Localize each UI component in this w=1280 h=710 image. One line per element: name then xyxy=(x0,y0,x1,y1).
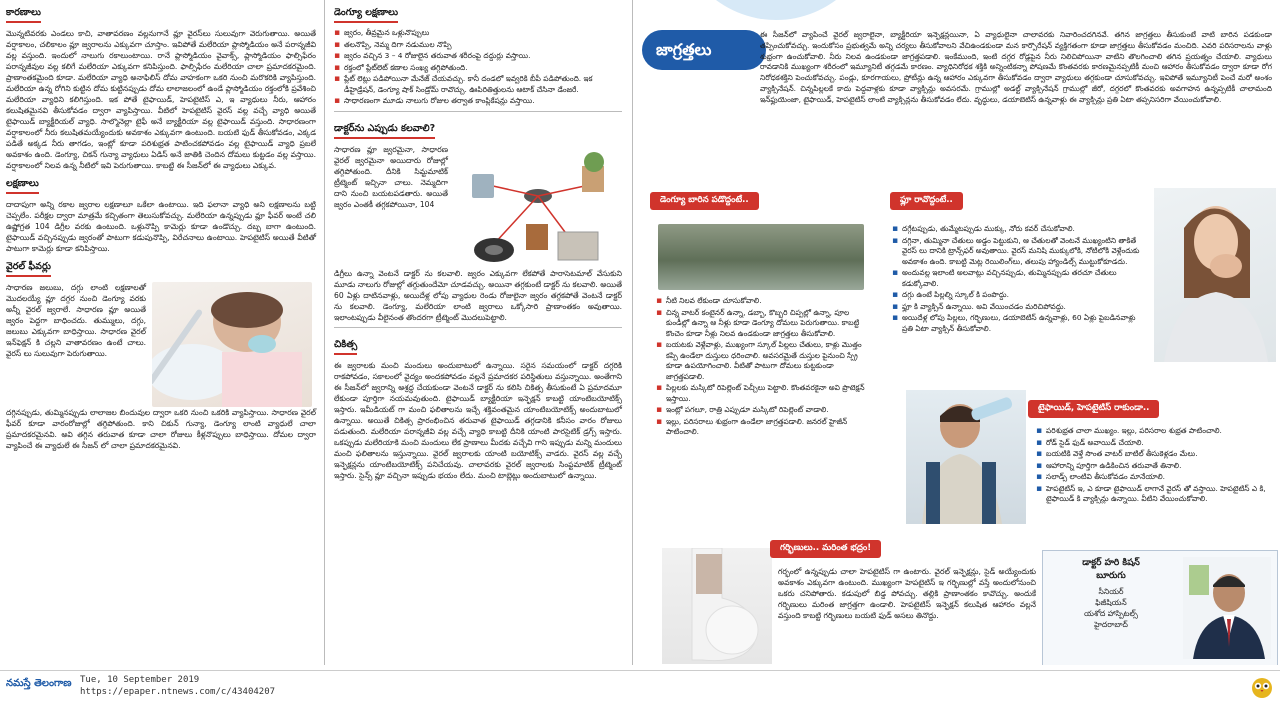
list-item: ▪ అందువల్ల ఇలాంటి అలవాట్లు వచ్చినప్పుడు, తుమ్మినప్పుడు తరచూ చేతులు కడుక్కోవాలి. xyxy=(892,268,1142,289)
heading-dengue-symptoms: డెంగ్యూ లక్షణాలు xyxy=(334,7,398,23)
column-dengue-symptoms xyxy=(328,0,628,665)
doctor-designation1: సీనియర్ xyxy=(1098,587,1124,596)
doctor-name-line1: డాక్టర్ హరి కిషన్ xyxy=(1082,558,1140,568)
doctor-photo xyxy=(1183,557,1271,659)
doctor-hospital: యశోద హాస్పిటల్స్ xyxy=(1084,609,1138,618)
causes-text: మొన్నటివరకు ఎండలు కాచి, వాతావరణం వల్లనుగానే వ్లూ వైరస్‌లు సులువుగా వెరుగుతాయి. అయితే వర్షాకాలం, చలికాలం వ్లూ జ్వరాలను ఎక్కువగా చూస్తాం. ఇవిపోతే మలేరియా ప్లాస్మోడియం అనే పరాన్నజీవి వల్ల వస్తుంది. ఇందులో నాలుగు రకాలుంటాయి. రానే ప్లాస్మోడియం వైవాక్స్, ప్లాస్మోడియం ఫాల్సిఫేరం పరాన్నజీవుల వల్ల కలిగే మలేరియా ఎక్కువగా కనిపిస్తుంది. ఫాల్సిఫేరం మలేరియా చాలా ప్రమాదకరమైంది. ప్రాణాంతకమైంది కూడా. మలేరియా వ్యాధి అనాఫిలిస్ దోమ వాహకంగా ఒకరి నుంచి మరొకరికి వ్యాపిస్తుంది. మలేరియా ఉన్న రోగిని కుట్టిన దోమ కుట్టినప్పుడు దోమ లాలాజలంలో ఉండే ప్లాస్మోడియం రక్తంలోకి ప్రవేశించి మలేరియా వ్యాధిని కలిగిస్తుంది. ఇక పోతే టైఫాయిడ్, హెపటైటిస్ ఎ, ఇ వ్యాధులు నీరు, ఆహారం కలుషితమైనవి తీసుకోవడం ద్వారా వ్యాపిస్తాయి. వీటిలో హెపటైటిస్ వైరస్ వల్ల వచ్చే వ్యాధి అయితే టైఫాయిడ్ బ్యాక్టీరియల్ వ్యాధి. సాల్మొనెల్లా టైఫీ అనే బ్యాక్టీరియా వల్ల టైఫాయిడ్ వస్తుంది. సాధారణంగా వర్షాకాలంలో నీరు కలుషితమయ్యేందుకు అవకాశం ఎక్కువగా ఉంటుంది. బయటి ఫుడ్ తీసుకోవడం, ఎక్కడ పడితే అక్కడ నీరు తాగడం, ఇంట్లో కూడా పరిశుభ్రత పాటించకపోవడం వల్ల టైఫాయిడ్ వ్యాధి ప్రబలే అవకాశం ఉంది. డెంగ్యూ, చికన్ గున్యా వ్యాధులు ఏడిస్ అనే జాతికి చెందిన దోమలు కుట్టడం వల్ల వస్తాయి. వర్షాకాలంలో నిలవ ఉన్న నీటిలో ఇవి పెరుగుతాయి. కాబట్టి ఈ సీజన్‌లో ఈ వ్యాధులు ఎక్కువ. xyxy=(6,29,316,170)
viral-fever-block xyxy=(6,282,316,407)
list-item: ▪ నీటి నిలవ లేకుండా చూసుకోవాలి. xyxy=(656,296,874,307)
edition-date: Tue, 10 September 2019 xyxy=(80,675,200,685)
list-item: ▪ దగ్గేటప్పుడు, తుమ్మేటప్పుడు ముక్కు, నోరు కవర్ చేసుకోవాలి. xyxy=(892,224,1142,235)
stagnant-water-image xyxy=(658,224,864,290)
list-item: ▪ హెపటైటిస్ ఇ, ఎ కూడా టైఫాయిడ్ లాగానే వైరస్ తో వస్తాయి. హెపటైటిస్ ఎ కి, టైఫాయిడ్ కి వ్యాక్సిన్లు ఉన్నాయి. వీటిని వేయించుకోవాలి. xyxy=(1036,484,1280,505)
column-causes xyxy=(0,0,322,665)
list-item: ▪ రక్తంలో ప్లేట్‌లెట్ కణాల సంఖ్య తగ్గిపోతుంది. xyxy=(334,63,622,74)
heading-treatment: చికిత్స xyxy=(334,339,357,355)
newspaper-logo: నమస్తే తెలంగాణ xyxy=(6,678,72,689)
list-item: ▪ ఫ్లూ కి వ్యాక్సిన్ ఉన్నాయి. అవి వేయించడం మరిచిపోవద్దు. xyxy=(892,302,1142,313)
list-item: ▪ ఆహారాన్ని పూర్తిగా ఉడికించిన తరువాతే తినాలి. xyxy=(1036,461,1280,472)
column-divider xyxy=(324,0,325,665)
doctor-block xyxy=(334,144,622,268)
doctor-city: హైదరాబాద్ xyxy=(1094,620,1128,629)
column-divider xyxy=(632,0,633,665)
footer-bar xyxy=(0,670,1280,710)
doctor-designation2: ఫిజీషియన్ xyxy=(1095,598,1127,607)
viral-fever-text-b: దగ్గినప్పుడు, తుమ్మినప్పుడు లాలాజల బిందువుల ద్వారా ఒకరి నుంచి ఒకరికి వ్యాపిస్తాయి. సాధారణ వైరల్ ఫీవర్ కూడా వారంరోజుల్లో తగ్గిపోతుంది. కాని చికున్ గున్యా, డెంగ్యూ లాంటి వ్యాధులే చాలా ప్రమాదకరమైనవి. అవి తగ్గిన తరువాత కూడా చాలా రోజులు కీళ్లనొప్పులు బాధిస్తాయి. దోమల ద్వారా వ్యాపించే ఈ వ్యాధులే ఈ సీజన్ లో చాలా ప్రమాదకరమైనవి. xyxy=(6,408,316,450)
list-item: ▪ ఇల్లు, పరిసరాలు శుభ్రంగా ఉండేలా జాగ్రత్తపడాలి. జనరల్ హైజీన్ పాటించాలి. xyxy=(656,417,874,438)
pregnant-woman-image xyxy=(662,548,772,664)
treatment-text: ఈ జ్వరాలకు మంచి మందులు అందుబాటులో ఉన్నాయి. సరైన సమయంలో డాక్టర్ దగ్గరికి రాకపోవడం, సకాలంలో వైద్యం అందకపోవడం వల్లనే ప్రమాదకర పరిస్థితులు వస్తున్నాయి. అంతేగాని ఈ సీజన్‌లో జ్వరాన్ని అశ్రద్ధ చేయకుండా వెంటనే డాక్టర్ ను కలిసి చికిత్స తీసుకుంటే ఏ ప్రమాదమూ లేకుండా పూర్తిగా నయమవుతుంది. టైఫాయిడ్ బ్యాక్టీరియా ఇన్ఫెక్షన్ కాబట్టి యాంటిబయోటిక్స్ ఇస్తారు. ఇమీడియట్ గా మంచి ఫలితాలను ఇచ్చే శక్తివంతమైన యాంటిబయోటిక్స్ అందుబాటులో ఉన్నాయి. అయితే చికిత్స ప్రారంభించిన తరువాత టైఫాయిడ్ తగ్గడానికి కనీసం వారం రోజులు పడుతుంది. మలేరియా పరాన్నజీవి వల్ల వచ్చే వ్యాధి కాబట్టి దీనికి యాంటి పారసైటిక్ డ్రగ్స్ ఇస్తారు. ఒకప్పుడు మలేరియాకి మంచి మందులు లేక ప్రాణాలు మీదకు వచ్చేవి గాని ఇప్పుడు మన్ని మందులు మంచి ఫలితాలను ఇస్తున్నాయి. వైరల్ జ్వరాలకు యాంటి బయోటిక్స్ వాడరు. వైరస్ వల్ల వచ్చే ఇన్ఫెక్షన్లను యాంటిబయోటిక్స్ పనిచేయవు. చాలావరకు వైరల్ జ్వరాలకు సింప్టమాటిక్ ట్రీట్మెంట్ ఇస్తారు. సైన్స్ వ్లూ వచ్చినా ఇప్పుడు భయం లేదు. మంచి టాబ్లెట్లు అందుబాటులో ఉన్నాయి. xyxy=(334,360,622,480)
list-item: ▪ తలనొప్పి, నెమ్మ దిగా నడుముల నొప్పి xyxy=(334,40,622,51)
list-item: ▪ పిల్లలకు మస్కిటో రిపెల్లెంట్ పెచ్చీలు పెట్టాలి. కొంతవరకైనా అవి ప్రొటెక్షన్ ఇస్తాయి. xyxy=(656,383,874,404)
list-item: ▪ సలాడ్స్ లాంటివి తీసుకోవడం మానేయాలి. xyxy=(1036,472,1280,483)
coughing-woman-image xyxy=(1154,188,1276,362)
list-item: ▪ అయిదేళ్ల లోపు పిల్లలు, గర్భిణులు, డయాబెటిస్ ఉన్నవాళ్లు, 60 ఏళ్లు పైబడినవాళ్లు ప్రతి ఏటా వ్యాక్సిన్ తీసుకోవాలి. xyxy=(892,313,1142,334)
list-item: ▪ ఇంట్లో పగలూ, రాత్రి ఎప్పుడూ మస్కిటో రిపెల్లెంట్ వాడాలి. xyxy=(656,405,874,416)
epaper-url[interactable]: https://epaper.ntnews.com/c/43404207 xyxy=(80,687,276,697)
list-item: ▪ ప్లేట్ లెట్లు పడిపోయినా మేనేజ్ చేయవచ్చు. కానీ దండలో ఇవ్వరికి బీపీ పడిపోతుంది. ఇక డీహైడ్రేషన్, డెంగ్యూ షాక్ సిండ్రోమ్ రావొచ్చు. ఊపిరితిత్తులను ఆటాక్ చేసినా డేంజరే. xyxy=(334,74,622,95)
list-item: ▪ పరిశుభ్రత చాలా ముఖ్యం. ఇల్లు, పరిసరాల శుభ్రత పాటించాలి. xyxy=(1036,426,1280,437)
precautions-text: ఈ సీజన్‌లో వ్యాపించే వైరల్ జ్వరాలైనా, బ్యాక్టీరియా ఇన్ఫెక్షన్లయినా, ఏ వ్యాధులైనా చాలావరకు నివారించదగినవే. తగిన జాగ్రత్తలు తీసుకుంటే వాటి బారిన పడకుండా తప్పించుకోవచ్చు. ఇందుకోసం ప్రభుత్వమే అన్ని చర్యలు తీసుకోవాలని వేచిఉండకుండా మన కార్పొరేషన్ వ్యక్తిగతంగా కూడా జాగ్రత్తలు తీసుకోవడం మంచిది. ఎవరి పరిసరాలను వాళ్లు శుభ్రంగా ఉంచుకోవాలి. నీరు నిలవ ఉండకుండా జాగ్రత్తపడాలి. ఇంకేముంది, ఇంటి దగ్గర రోడ్లపైన నీరు నిలిచిపోయినా వాటిని తొలగించాలి తగిన ప్రయత్నం చేయాలి. వ్యాధులు రావడానికి ముఖ్యంగా శరీరంలో ఇమ్యూనిటీ తగ్గడమే కారణం. వ్యాధినిరోధక శక్తికి అన్నింటికన్నా పోషణమే కొంతవరకు కారణమైనప్పటికీ మంచి ఆహారం తీసుకోవడం ద్వారా కూడా రోగ నిరోధకశక్తిని పెంచుకోవచ్చు. పండ్లు, కూరగాయలు, ప్రోటీన్లు ఉన్న ఆహారం ఎక్కువగా తీసుకోవడం ద్వారా వ్యాధులు తగ్గకుండా చూసుకోవచ్చు. ఇవిపోతే ఇమ్యూనిటీ పెంచే మరో అంశం వ్యాక్సినేషన్. చిన్నపిల్లలకే కాదు పెద్దవాళ్లకు కూడా వ్యాక్సిన్లు అవసరమే. గ్రాముల్లో అడల్ట్ వ్యాక్సినేషన్ గ్రాముల్లో జీరో, దగ్గరలో కొంతవరకు అవగాహన ఉన్నప్పటికీ చాలామంది ఇన్‌ఫ్లుయెంజా, టైఫాయిడ్, హెపటైటిస్ లాంటి వ్యాక్సిన్లను తీసుకోవడం లేదు. వృద్ధులు, డయాబెటిస్ ఉన్నవాళ్లు ఈ వ్యాక్సిన్లు ప్రతి ఏటా తప్పనిసరిగా వేయించుకోవాలి. xyxy=(760,30,1272,104)
list-item: ▪ బయటికి వెళ్తే సొంత వాటర్ బాటిల్ తీసుకెళ్లడం మేలు. xyxy=(1036,449,1280,460)
mosquito-breeding-illustration xyxy=(454,144,622,268)
viral-fever-text-a: సాధారణ జలుబు, దగ్గు లాంటి లక్షణాలతో మొదలయ్యే వ్లూ దగ్గర నుంచి డెంగ్యూ వరకు అన్నీ వైరల్ జ్వరాలే. సాధారణ వ్లూ అయితే జ్వరం పెద్దగా బాధించదు. తుమ్ములు, దగ్గు, జలుబు ఎక్కువగా బాధిస్తాయి. సాధారణ వైరల్ ఇన్‌ఫెక్షన్ కి చల్లని వాతావరణం ఉంటే చాలు. వైరస్ లు సులువుగా పెరుగుతాయి. xyxy=(6,283,146,358)
doctor-text-b: డిగ్రీలు ఉన్నా వెంటనే డాక్టర్ ను కలవాలి. జ్వరం ఎక్కువగా లేకపోతే పారాసెటమాల్ వేసుకుని మూడు నాలుగు రోజుల్లో తగ్గుతుందేమో చూడవచ్చు. అయినా తగ్గకుంటే డాక్టర్ ను కలవాలి. అయితే 60 ఏళ్లు దాటినవాళ్లు, అయిదేళ్ల లోపు వ్యాధుల రెండు రోజులైనా జ్వరం తగ్గకపోతే వెంటనే డాక్టర్ ను కలవాలి. డెంగ్యూ, మలేరియా లాంటి జ్వరాలు ఒక్కోసారి ప్రాణాంతకం అవుతాయి. ఇలాంటప్పుడు వీలైనంత తొందరగా ట్రీట్మెంట్ మొదలుపెట్టాలి. xyxy=(334,268,622,322)
doctor-card xyxy=(1042,550,1278,665)
list-item: ▪ దగ్గు ఉంటే పిల్లల్ని స్కూల్ కి పంపొద్దు. xyxy=(892,290,1142,301)
doctor-name-line2: బూరుగు xyxy=(1096,571,1126,581)
heading-when-to-see-doctor: డాక్టర్‌ను ఎప్పుడు కలవాలి? xyxy=(334,123,435,139)
pregnancy-title: గర్భిణులు.. మరింత భద్రం! xyxy=(770,540,881,558)
pregnancy-text: గర్భంలో ఉన్నప్పుడు చాలా హెపటైటిస్ గా ఉంటారు. వైరల్ ఇన్ఫెక్షన్లు, సైడ్ అయ్యేందుకు అవకాశం ఎక్కువగా ఉంటుంది. ముఖ్యంగా హెపటైటిస్ ఇ గర్భిణుల్లో వస్తే అందులోనుంచి ఒకరు చనిపోతారు. కడుపులో బిడ్డ పోవచ్చు. తల్లికి ప్రాణాంతకం కావొచ్చు. అందుకే గర్భిణులు మరింత జాగ్రత్తగా ఉండాలి. హెపటైటిస్ ఇన్ఫెక్షన్ కలుషిత ఆహారం వల్లనే వస్తుంది కాబట్టి గర్భిణులు బయటి ఫుడ్ అసలు తినొద్దు. xyxy=(778,567,1036,620)
top-arc-decoration xyxy=(676,0,876,20)
list-item: ▪ చిన్న వాటర్ కంటైనర్ ఉన్నా, డబ్బా, కొబ్బరి చిప్పల్లో ఉన్నా, పూల కుండీల్లో ఉన్నా ఆ నీళ్లు కూడా డెంగ్యూ దోమలు పెరుగుతాయి. కాబట్టి కొంచెం కూడా నీళ్లు నిలవ ఉండకుండా జాగ్రత్తలు తీసుకోవాలి. xyxy=(656,308,874,340)
symptoms-text: దాదాపుగా అన్ని రకాల జ్వరాల లక్షణాలూ ఒకేలా ఉంటాయి. ఇది ఫలానా వ్యాధి అని లక్షణాలను బట్టి చెప్పలేం. పరీక్షల ద్వారా మాత్రమే కచ్చితంగా తెలుసుకోవచ్చు. మలేరియా ఉన్నప్పుడు వ్లూ ఫీవర్ అంటే చలి ఉష్ణోగ్రత 104 డిగ్రీల వరకు ఉంటుంది. ఒళ్లునొప్పి కామెర్లు కూడా ఉండొచ్చు. దబ్బ బాగా ఉంటుంది. టైఫాయిడ్ వచ్చినప్పుడు జ్వరంతో పాటుగా కడుపునొప్పి, విరేచనాలు ఉంటాయి. హెపటైటిస్ అయితే వీటితో పాటుగా కామెర్లు కూడా కనిపిస్తాయి. xyxy=(6,200,316,253)
list-item: ▪ రోడ్ సైడ్ ఫుడ్ అవాయిడ్ చేయాలి. xyxy=(1036,438,1280,449)
child-drinking-image xyxy=(906,390,1026,524)
heading-symptoms: లక్షణాలు xyxy=(6,178,39,194)
flu-prevention-title: ఫ్లూ రావొద్దంటే.. xyxy=(890,192,963,210)
owl-mascot-icon xyxy=(1250,675,1274,699)
precautions-section xyxy=(636,0,1280,665)
typhoid-prevention-box xyxy=(906,390,1276,530)
heading-viral-fevers: వైరల్ ఫీవర్లు xyxy=(6,261,51,277)
list-item: ▪ దగ్గినా, తుమ్మినా చేతులు అడ్డం పెట్టుకుని, ఆ చేతులతో వెంటనే ముఖ్యంటిని తాకితే వైరస్ లు దానికి ట్రాన్స్‌ఫర్ అవుతాయి. వైరస్ మనిషి ముక్కులోకి, నోటిలోకి వెళ్లేందుకు అవకాశం ఉంది. కాబట్టి మెట్ల రెయిలింగ్‌లు, తలుపు హ్యాండిల్స్ ముట్టుకోకూడదు. xyxy=(892,236,1142,268)
flu-prevention-list xyxy=(892,224,1142,335)
dengue-prevention-title: డెంగ్యూ బారిన పడొద్దంటే.. xyxy=(650,192,759,210)
dengue-prevention-box xyxy=(650,188,876,534)
typhoid-prevention-title: టైఫాయిడ్, హెపటైటిస్ రాకుండా.. xyxy=(1028,400,1159,418)
dengue-prevention-list xyxy=(656,296,874,439)
typhoid-prevention-list xyxy=(1036,426,1280,506)
list-item: ▪ జ్వరం, తీవ్రమైన ఒళ్లునొప్పులు xyxy=(334,28,622,39)
pregnancy-box xyxy=(650,538,1040,664)
list-item: ▪ సాధారణంగా మూడు నాలుగు రోజుల తర్వాత కాంప్లికేషన్లు వస్తాయి. xyxy=(334,96,622,107)
heading-causes: కారణాలు xyxy=(6,7,41,23)
divider xyxy=(334,111,622,112)
dengue-symptom-list xyxy=(334,28,622,107)
list-item: ▪ జ్వరం వచ్చిన 3 – 4 రోజులైన తరువాత శరీరంపై దద్దుర్లు వస్తాయి. xyxy=(334,51,622,62)
flu-prevention-box xyxy=(886,188,1276,364)
child-thermometer-image xyxy=(152,282,312,407)
doctor-text-a: సాధారణ వ్లూ జ్వరమైనా, సాధారణ వైరల్ జ్వరమైనా అయిదారు రోజుల్లో తగ్గిపోతుంది. దీనికి సిమ్టమాటిక్ ట్రీట్మెంట్ ఇచ్చినా చాలు. నెమ్మదిగా దాని నుంచి బయటపడతారు. అయితే జ్వరం ఎంతకీ తగ్గకపోయినా, 104 xyxy=(334,144,448,209)
doctor-info xyxy=(1049,557,1173,630)
precautions-title: జాగ్రత్తలు xyxy=(656,40,712,59)
list-item: ▪ బయటకు వెళ్లేవాళ్లు, ముఖ్యంగా స్కూల్ పిల్లలు చేతులు, కాళ్లు మొత్తం కప్పి ఉండేలా దుస్తులు ధరించాలి. అవసరమైతే దుస్తుల పైనుంచి స్ప్రే కూడా ఉపయోగించాలి. వీటితో పాటుగా దోమలు కుట్టకుండా జాగ్రత్తపడాలి. xyxy=(656,340,874,382)
divider xyxy=(334,327,622,328)
